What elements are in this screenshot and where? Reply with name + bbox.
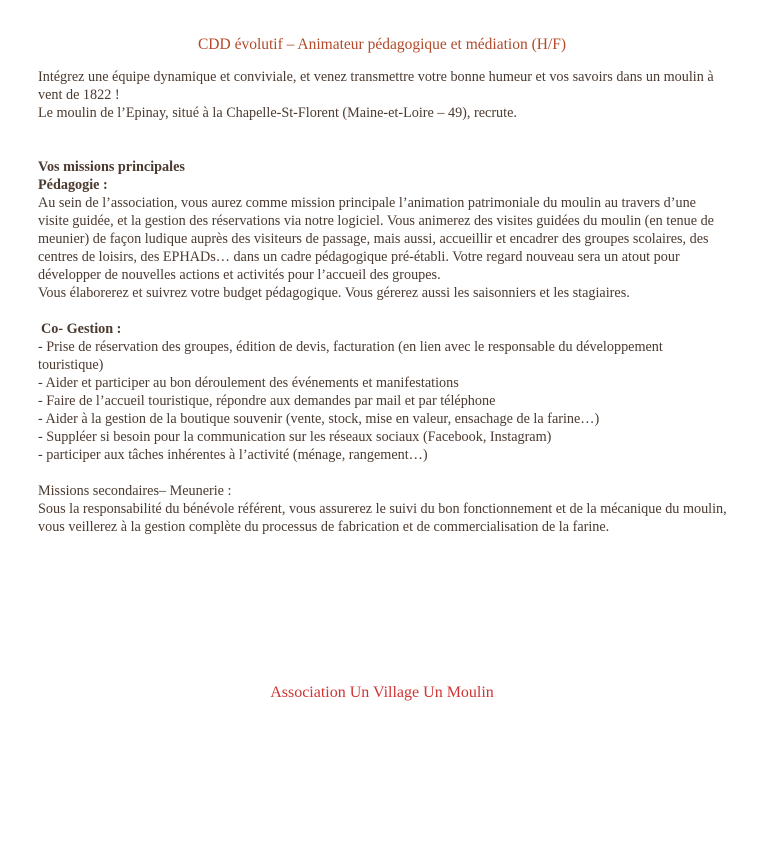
pedagogy-budget: Vous élaborerez et suivrez votre budget pédagogique. Vous gérerez aussi les saisonniers et les stagiaires. xyxy=(38,285,630,301)
list-item: - Aider et participer au bon déroulement des événements et manifestations xyxy=(38,375,459,391)
job-description xyxy=(38,68,728,536)
list-item: - Prise de réservation des groupes, édition de devis, facturation (en lien avec le responsable du développement touristique) xyxy=(38,339,663,373)
cogestion-heading: Co- Gestion : xyxy=(41,321,122,337)
secondary-heading: Missions secondaires– Meunerie : xyxy=(38,483,232,499)
intro-location: Le moulin de l’Epinay, situé à la Chapelle-St-Florent (Maine-et-Loire – 49), recrute. xyxy=(38,105,517,121)
pedagogy-paragraph: Au sein de l’association, vous aurez comme mission principale l’animation patrimoniale du moulin au travers d’une visite guidée, et la gestion des réservations via notre logiciel. Vous animerez des visites guidées du moulin (en tenue de meunier) de façon ludique auprès des visiteurs de passage, mais aussi, accueillir et encadrer des groupes scolaires, des centres de loisirs, des EPHADs… dans un cadre pédagogique pré-établi. Votre regard nouveau sera un atout pour développer de nouvelles actions et activités pour l’accueil des groupes. xyxy=(38,195,714,283)
job-title: CDD évolutif – Animateur pédagogique et médiation (H/F) xyxy=(197,36,567,53)
missions-heading: Vos missions principales xyxy=(38,159,185,175)
list-item: - Aider à la gestion de la boutique souvenir (vente, stock, mise en valeur, ensachage de la farine…) xyxy=(38,411,600,427)
association-name: Association Un Village Un Moulin xyxy=(270,684,494,701)
list-item: - participer aux tâches inhérentes à l’activité (ménage, rangement…) xyxy=(38,447,428,463)
secondary-paragraph: Sous la responsabilité du bénévole référent, vous assurerez le suivi du bon fonctionnement et de la mécanique du moulin, vous veillerez à la gestion complète du processus de fabrication et de commercialisation de la farine. xyxy=(38,501,727,535)
intro-paragraph: Intégrez une équipe dynamique et conviviale, et venez transmettre votre bonne humeur et vos savoirs dans un moulin à vent de 1822 ! xyxy=(38,69,714,103)
list-item: - Faire de l’accueil touristique, répondre aux demandes par mail et par téléphone xyxy=(38,393,496,409)
pedagogy-heading: Pédagogie : xyxy=(38,177,108,193)
logo-fragment xyxy=(320,0,450,4)
list-item: - Suppléer si besoin pour la communication sur les réseaux sociaux (Facebook, Instagram) xyxy=(38,429,552,445)
